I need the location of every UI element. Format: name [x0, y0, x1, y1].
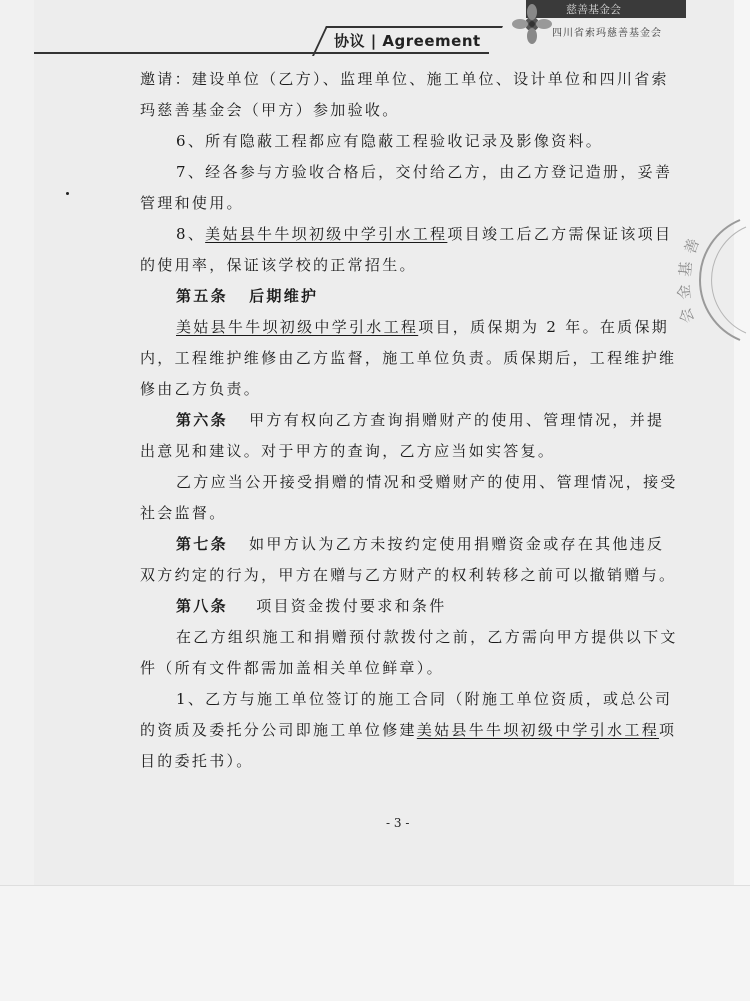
paragraph-maintenance: [140, 312, 680, 405]
paragraph-document-requirements: 在乙方组织施工和捐赠预付款拨付之前，乙方需向甲方提供以下文件（所有文件都需加盖相关单位鲜章）。: [140, 628, 678, 677]
article-5-label: 第五条: [176, 287, 228, 305]
contract-item-1-text: 1、乙方与施工单位签订的施工合同（附施工单位资质，或总公司的资质及委托分公司即施工单位修建: [140, 690, 673, 739]
article-6: [140, 405, 680, 467]
svg-text:金: 金: [674, 283, 694, 301]
project-name: 美姑县牛牛坝初级中学引水工程: [416, 721, 660, 739]
seal-stamp: [674, 215, 750, 345]
project-name: 美姑县牛牛坝初级中学引水工程: [205, 225, 448, 243]
paragraph-public-supervision: 乙方应当公开接受捐赠的情况和受赠财产的使用、管理情况，接受社会监督。: [140, 473, 678, 522]
paragraph-item-8: [140, 219, 680, 281]
page-number: - 3 -: [386, 816, 410, 830]
article-7: [140, 529, 680, 591]
contract-item-1-suffix: 项目的委托书）。: [140, 721, 677, 770]
scan-speck: [66, 192, 69, 195]
header-rule: [34, 52, 489, 54]
article-8-label: 第八条: [176, 597, 228, 615]
article-6-label: 第六条: [176, 411, 228, 429]
document-body: [140, 64, 680, 777]
article-5-heading: [140, 281, 680, 312]
paragraph-inspection-invite: 邀请：建设单位（乙方）、监理单位、施工单位、设计单位和四川省索玛慈善基金会（甲方）参加验收。: [140, 70, 669, 119]
paragraph-contract-item-1: [140, 684, 680, 777]
article-7-text: 如甲方认为乙方未按约定使用捐赠资金或存在其他违反双方约定的行为，甲方在赠与乙方财产的权利转移之前可以撤销赠与。: [140, 535, 677, 584]
article-5-title: 后期维护: [249, 287, 319, 305]
foundation-logo: [512, 0, 687, 48]
article-6-text: 甲方有权向乙方查询捐赠财产的使用、管理情况，并提出意见和建议。对于甲方的查询，乙方应当如实答复。: [140, 411, 665, 460]
paragraph-item-7: 7、经各参与方验收合格后，交付给乙方，由乙方登记造册，妥善管理和使用。: [140, 163, 673, 212]
svg-text:善: 善: [680, 236, 703, 257]
header-title: 协议 | Agreement: [334, 32, 481, 50]
item-8-text: 项目竣工后乙方需保证该项目的使用率，保证该学校的正常招生。: [140, 225, 673, 274]
maintenance-text: 项目，质保期为 2 年。在质保期内，工程维护维修由乙方监督，施工单位负责。质保期后，工程维护维修由乙方负责。: [140, 318, 677, 398]
project-name: 美姑县牛牛坝初级中学引水工程: [176, 318, 419, 336]
svg-text:基: 基: [676, 260, 696, 278]
organization-name: 四川省索玛慈善基金会: [552, 28, 662, 39]
svg-text:会: 会: [675, 305, 698, 326]
article-8-heading: [140, 591, 680, 622]
logo-banner-text: 慈善基金会: [566, 3, 621, 16]
item-8-prefix: 8、: [176, 225, 206, 243]
paragraph-item-6: 6、所有隐蔽工程都应有隐蔽工程验收记录及影像资料。: [176, 132, 604, 150]
page-header: [34, 0, 734, 60]
article-8-title: 项目资金拨付要求和条件: [256, 597, 447, 615]
article-7-label: 第七条: [176, 535, 228, 553]
flower-icon: [512, 4, 552, 44]
